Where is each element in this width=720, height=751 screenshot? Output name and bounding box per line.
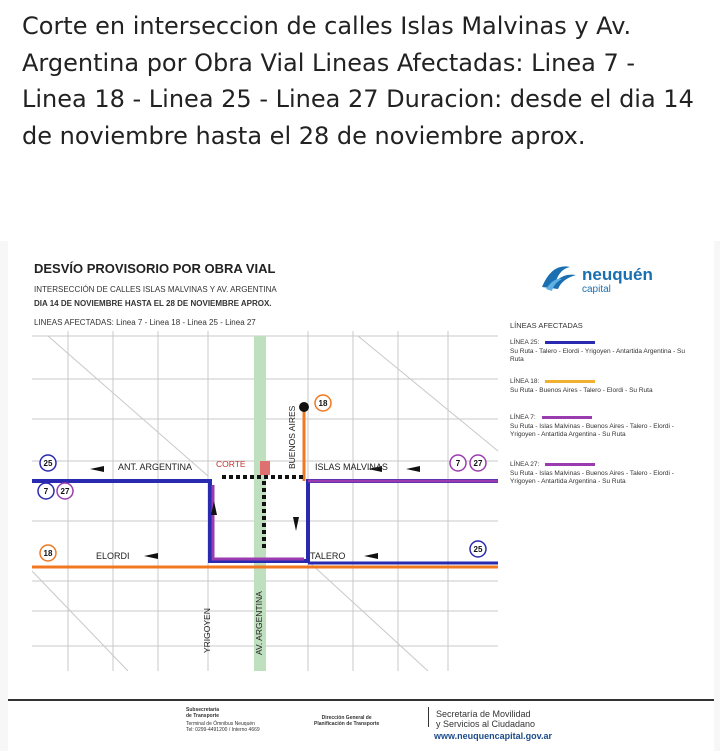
footer-contact [186, 721, 260, 733]
flyer-subtitle-dates: DIA 14 DE NOVIEMBRE HASTA EL 28 DE NOVIEMBRE APROX. [34, 299, 272, 308]
footer-url: www.neuquencapital.gov.ar [434, 731, 553, 741]
legend-item-18 [510, 378, 690, 395]
badge-27-right: 27 [473, 459, 483, 468]
legend-item-name: LÍNEA 18: [510, 378, 540, 385]
flyer-affected-lines: LINEAS AFECTADAS: Linea 7 - Linea 18 - Linea 25 - Linea 27 [34, 318, 256, 327]
neuquen-logo-icon [540, 259, 580, 293]
street-label-corte: CORTE [216, 459, 246, 469]
flyer-subtitle-intersection: INTERSECCIÓN DE CALLES ISLAS MALVINAS Y AV. ARGENTINA [34, 285, 277, 294]
footer-text: de Transporte [186, 713, 220, 719]
legend-item-route: Su Ruta - Buenos Aires - Talero - Elordi - Su Ruta [510, 386, 653, 394]
street-label-elordi: ELORDI [96, 551, 130, 561]
badge-25-right: 25 [473, 545, 483, 554]
legend-item-route: Su Ruta - Talero - Elordi - Yrigoyen - Antartida Argentina - Su Ruta [510, 347, 685, 363]
badge-27: 27 [60, 487, 70, 496]
legend-item-route: Su Ruta - Islas Malvinas - Buenos Aires - Talero - Elordi - Yrigoyen - Antartida Argentina - Su Ruta [510, 422, 674, 438]
legend-heading: LÍNEAS AFECTADAS [510, 321, 583, 330]
legend-swatch [545, 380, 595, 383]
footer-text: Subsecretaría [186, 707, 220, 713]
detour-flyer-image [0, 241, 720, 751]
street-label-buenos-aires: BUENOS AIRES [287, 405, 297, 469]
street-label-yrigoyen: YRIGOYEN [202, 608, 212, 653]
badge-25-left: 25 [43, 459, 53, 468]
legend-item-route: Su Ruta - Islas Malvinas - Buenos Aires - Talero - Elordi - Yrigoyen - Antartida Argentina - Su Ruta [510, 469, 674, 485]
street-label-talero: TALERO [310, 551, 346, 561]
flyer-sheet [8, 241, 714, 751]
legend-item-27 [510, 461, 690, 487]
legend-item-25 [510, 339, 690, 365]
legend-swatch [545, 341, 595, 344]
street-label-ant-argentina: ANT. ARGENTINA [118, 462, 193, 472]
street-label-av-argentina: AV. ARGENTINA [254, 591, 264, 655]
badge-7: 7 [43, 487, 49, 496]
footer-separator [428, 707, 429, 727]
logo-text: neuquén [582, 265, 653, 284]
footer-text: Terminal de Ómnibus Neuquén [186, 721, 255, 727]
footer-text: Dirección General de [321, 715, 372, 721]
legend-swatch [545, 463, 595, 466]
badge-7-right: 7 [455, 459, 461, 468]
legend-swatch [542, 416, 592, 419]
corte-marker [260, 461, 270, 475]
footer-secretaria [436, 709, 535, 729]
flyer-title: DESVÍO PROVISORIO POR OBRA VIAL [34, 261, 276, 276]
footer-direccion [314, 715, 379, 727]
post-caption: Corte en interseccion de calles Islas Malvinas y Av. Argentina por Obra Vial Lineas Afectadas: Linea 7 - Linea 18 - Linea 25 - Linea 27 Duracion: desde el dia 14 de noviembre hasta el 28 de noviembre aprox. [22, 12, 694, 150]
footer-text: Secretaría de Movilidad [436, 709, 531, 719]
footer-subsecretaria [186, 707, 219, 719]
legend-item-7 [510, 414, 690, 440]
legend-item-name: LÍNEA 25: [510, 339, 540, 346]
footer-text: Tel: 0299-4491200 / Interno 4669 [186, 727, 260, 733]
route-map [8, 241, 508, 701]
footer-divider [8, 699, 714, 701]
logo-subtext: capital [582, 284, 611, 295]
footer-text: y Servicios al Ciudadano [436, 719, 536, 729]
footer-text: Planificación de Transporte [314, 721, 380, 727]
legend-item-name: LÍNEA 7: [510, 414, 536, 421]
stop-dot-icon [299, 402, 309, 412]
badge-18-left: 18 [43, 549, 53, 558]
legend-item-name: LÍNEA 27: [510, 461, 540, 468]
street-label-islas-malvinas: ISLAS MALVINAS [315, 462, 388, 472]
badge-18-top: 18 [318, 399, 328, 408]
